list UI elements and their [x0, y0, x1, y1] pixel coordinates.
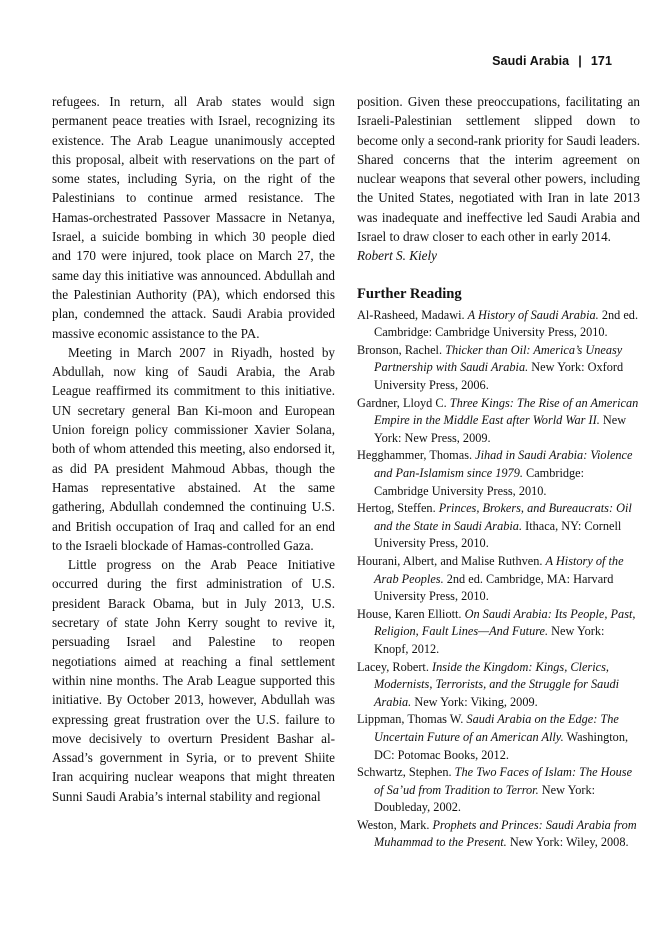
reference-item [357, 817, 640, 852]
reference-item [357, 764, 640, 817]
reference-item [357, 307, 640, 342]
running-head-separator: | [578, 54, 582, 68]
reference-title: Princes, Brokers, and Bureaucrats: Oil and the State in Saudi Arabia. [374, 501, 632, 533]
reference-author: Hegghammer, Thomas. [357, 448, 473, 463]
reference-author: Lacey, Robert. [357, 659, 429, 674]
reference-publication: Cambridge: Cambridge University Press, 2010. [374, 466, 585, 498]
reference-title: Saudi Arabia on the Edge: The Uncertain Future of an American Ally. [374, 712, 619, 744]
reference-title: Prophets and Princes: Saudi Arabia from Muhammad to the Present. [374, 817, 637, 850]
reference-title: Inside the Kingdom: Kings, Clerics, Modernists, Terrorists, and the Struggle for Saudi Arabia. [374, 659, 620, 709]
author-signature: Robert S. Kiely [357, 248, 437, 264]
reference-author: Hertog, Steffen. [357, 501, 436, 516]
reference-author: Gardner, Lloyd C. [357, 395, 447, 410]
reference-title: On Saudi Arabia: Its People, Past, Religion, Fault Lines—And Future. [374, 606, 636, 639]
reference-title: Jihad in Saudi Arabia: Violence and Pan-Islamism since 1979. [374, 448, 633, 481]
reference-title: A History of the Arab Peoples. [374, 553, 624, 586]
reference-publication: New York: Doubleday, 2002. [374, 782, 596, 815]
reference-item [357, 447, 640, 500]
reference-author: Schwartz, Stephen. [357, 765, 452, 780]
reference-author: House, Karen Elliott. [357, 606, 462, 621]
reference-publication: 2nd ed. Cambridge: Cambridge University Press, 2010. [374, 307, 639, 340]
reference-publication: 2nd ed. Cambridge, MA: Harvard University Press, 2010. [374, 571, 614, 604]
reference-publication: Ithaca, NY: Cornell University Press, 2010. [374, 518, 622, 551]
page-number: 171 [590, 54, 612, 68]
reference-title: Thicker than Oil: America’s Uneasy Partnership with Saudi Arabia. [374, 342, 623, 375]
reference-item [357, 659, 640, 712]
reference-item [357, 500, 640, 553]
reference-list [357, 307, 640, 852]
reference-title: The Two Faces of Islam: The House of Sa’ud from Tradition to Terror. [374, 765, 633, 797]
reference-item [357, 342, 640, 395]
reference-publication: New York: Oxford University Press, 2006. [374, 360, 624, 393]
reference-publication: Washington, DC: Potomac Books, 2012. [374, 729, 629, 762]
body-paragraph: Little progress on the Arab Peace Initiative occurred during the first administration of U.S. president Barack Obama, but in July 2013, U.S. secretary of state John Kerry sought to revive it, persuading Israel and Palestine to reopen negotiations aimed at reaching a final settlement within nine months. The Arab League supported this initiative. By October 2013, however, Abdullah was expressing great frustration over the U.S. failure to move decisively to overturn President Bashar al-Assad’s government in Syria, or to prevent Shiite Iran acquiring nuclear weapons that might threaten Sunni Saudi Arabia’s internal stability and regional [52, 557, 335, 804]
reference-title: Three Kings: The Rise of an American Empire in the Middle East after World War II. [374, 395, 639, 428]
reference-author: Hourani, Albert, and Malise Ruthven. [357, 553, 543, 568]
reference-item [357, 553, 640, 606]
running-head-section: Saudi Arabia [492, 54, 570, 68]
reference-author: Bronson, Rachel. [357, 342, 443, 357]
reference-publication: New York: New Press, 2009. [374, 413, 627, 445]
reference-author: Weston, Mark. [357, 817, 430, 832]
reference-title: A History of Saudi Arabia. [467, 307, 599, 322]
running-head [492, 54, 612, 68]
body-paragraph: refugees. In return, all Arab states would sign permanent peace treaties with Israel, recognizing its existence. The Arab League unanimously accepted this proposal, albeit with reservations on the part of some states, including Syria, on the right of the Palestinians to continue armed resistance. The Hamas-orchestrated Passover Massacre in Netanya, Israel, a suicide bombing in which 30 people died and 170 were injured, took place on March 27, the same day this initiative was announced. Abdullah and the Palestinian Authority (PA), which endorsed this plan, condemned the attack. Saudi Arabia provided massive economic assistance to the PA. [52, 94, 335, 341]
right-column [357, 92, 640, 852]
body-paragraph: Meeting in March 2007 in Riyadh, hosted by Abdullah, now king of Saudi Arabia, the Arab League reaffirmed its commitment to this initiative. UN secretary general Ban Ki-moon and European Union foreign policy commissioner Xavier Solana, both of whom attended this meeting, also endorsed it, as did PA president Mahmoud Abbas, though the Hamas representative abstained. At the same gathering, Abdullah condemned the continuing U.S. and British occupation of Iraq and called for an end to the Israeli blockade of Hamas-controlled Gaza. [52, 344, 335, 553]
reference-publication: New York: Wiley, 2008. [509, 835, 629, 850]
reference-author: Lippman, Thomas W. [357, 712, 464, 727]
reference-item [357, 395, 640, 448]
reference-publication: New York: Knopf, 2012. [374, 624, 605, 656]
reference-item [357, 711, 640, 764]
further-reading-heading: Further Reading [357, 285, 462, 302]
reference-author: Al-Rasheed, Madawi. [357, 307, 465, 322]
left-column [52, 92, 335, 806]
reference-item [357, 606, 640, 659]
body-paragraph: position. Given these preoccupations, facilitating an Israeli-Palestinian settlement slipped down to become only a second-rank priority for Saudi leaders. Shared concerns that the interim agreement on nuclear weapons that several other powers, including the United States, negotiated with Iran in late 2013 was inadequate and ineffective led Saudi Arabia and Israel to draw closer to each other in early 2014. [357, 94, 640, 245]
reference-publication: New York: Viking, 2009. [414, 694, 538, 709]
